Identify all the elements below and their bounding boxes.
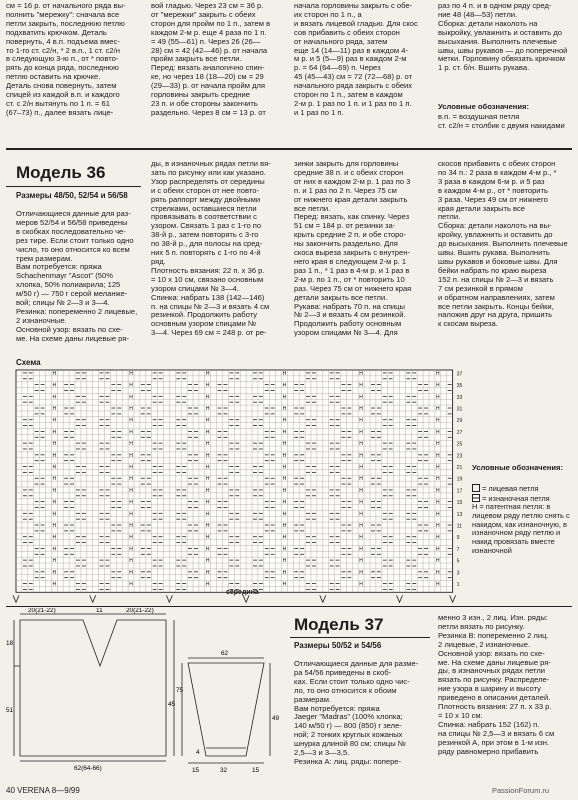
patent-stitch-mark: H bbox=[205, 487, 210, 494]
patent-stitch-mark: H bbox=[436, 476, 440, 483]
patent-stitch-mark: H bbox=[52, 394, 57, 401]
patent-stitch-mark: H bbox=[129, 487, 133, 494]
patent-stitch-mark: H bbox=[436, 417, 440, 424]
chart-title: Схема bbox=[16, 358, 41, 367]
patent-stitch-mark: H bbox=[52, 511, 57, 518]
model-36-column-2: ды, в изнаночных рядах петли вя- зать по рисунку или как указано. Узор распределять от середины и с обеих сторон от нее повто- рять раппорт между двойными стрелками, оставшиеся петли провязывать в соответствии с узором. Связать 1 раз с 1-го по 38-й р., затем повторять с 3-го по 38-й р., для полосы на сред- них 5 п. повторять с 1-го по 4-й ряд. Плотность вязания: 22 п. х 36 р. = 10 х 10 см, связано основным узором спицами № 3—4. Спинка: набрать 138 (142—146) п. на спицы № 2—3 и вязать 4 см резинкой. Продолжить работу основным узором спицами № 3—4. Через 69 см = 248 р. от ре- bbox=[151, 159, 271, 338]
patent-stitch-mark: H bbox=[205, 405, 210, 412]
top-column-4: раз по 4 п. и в одном ряду сред- ние 48 (48—53) петли. Сборка: детали наколоть на выкройку, увлажнить и оставить до высыхания. Выполнить плечевые швы, швы рукавов — до поперечной метки. Горловину обвязать крючком 1 р. ст. б/н. Вшить рукава. bbox=[438, 1, 568, 73]
chart-legend-purl: = изнаночная петля bbox=[482, 494, 550, 503]
patent-stitch-mark: H bbox=[436, 534, 440, 541]
chart-row-number: 31 bbox=[456, 406, 463, 413]
patent-stitch-mark: H bbox=[282, 581, 287, 588]
patent-stitch-mark: H bbox=[359, 464, 363, 471]
sleeve-left-height: 45 bbox=[168, 701, 176, 708]
repeat-arrow bbox=[243, 595, 249, 602]
patent-stitch-mark: H bbox=[359, 405, 363, 412]
patent-stitch-mark: H bbox=[359, 452, 363, 459]
patent-stitch-mark: H bbox=[359, 511, 363, 518]
patent-stitch-mark: H bbox=[52, 452, 57, 459]
page-footer: 40 VERENA 8—9/99 bbox=[6, 786, 80, 795]
patent-stitch-mark: H bbox=[436, 511, 440, 518]
chart-row-number: 29 bbox=[456, 418, 463, 425]
patent-stitch-mark: H bbox=[129, 370, 133, 377]
patent-stitch-mark: H bbox=[205, 452, 210, 459]
patent-stitch-mark: H bbox=[359, 382, 363, 389]
sleeve-right-height: 49 bbox=[272, 715, 280, 722]
chart-row-number: 21 bbox=[456, 464, 463, 471]
model-36-title-rule bbox=[6, 186, 141, 187]
patent-stitch-mark: H bbox=[282, 487, 287, 494]
sleeve-cuff-height: 4 bbox=[196, 749, 200, 756]
patent-stitch-mark: H bbox=[359, 394, 363, 401]
patent-stitch-mark: H bbox=[205, 522, 210, 529]
patent-stitch-mark: H bbox=[205, 464, 210, 471]
chart-row-number: 7 bbox=[456, 546, 460, 553]
chart-legend-title: Условные обозначения: bbox=[472, 463, 564, 472]
chart-legend-knit-row bbox=[472, 484, 539, 493]
patent-stitch-mark: H bbox=[282, 405, 287, 412]
chart-row-number: 19 bbox=[456, 476, 463, 483]
patent-stitch-mark: H bbox=[436, 581, 440, 588]
patent-stitch-mark: H bbox=[359, 370, 363, 377]
patent-stitch-mark: H bbox=[52, 487, 57, 494]
dim-top-middle: 11 bbox=[96, 608, 103, 614]
patent-stitch-mark: H bbox=[129, 452, 133, 459]
patent-stitch-mark: H bbox=[129, 534, 133, 541]
patent-stitch-mark: H bbox=[359, 487, 363, 494]
chart-legend-patent: H = патентная петля: в лицевом ряду петлю снять с накидом, как изнаночную, в изнаночном ряду петлю и накид провязать вместе изнаночной bbox=[472, 502, 570, 555]
patent-stitch-mark: H bbox=[436, 429, 440, 436]
patent-stitch-mark: H bbox=[282, 452, 287, 459]
patent-stitch-mark: H bbox=[52, 441, 57, 448]
top-legend-title: Условные обозначения: bbox=[438, 102, 530, 111]
patent-stitch-mark: H bbox=[282, 546, 287, 553]
patent-stitch-mark: H bbox=[205, 511, 210, 518]
patent-stitch-mark: H bbox=[205, 581, 210, 588]
patent-stitch-mark: H bbox=[205, 534, 210, 541]
model-37-column-2: менно 3 изн., 2 лиц. Изн. ряды: петли вязать по рисунку. Резинка В: попеременно 2 лиц. 2 лицевые, 2 изнаночные. Основной узор: вязать по схе- ме. На схеме даны лицевые ря- ды, в изнаночных рядах петли вязать по рисунку. Распределе- ние узора в ширину и высоту приведено в описании деталей. Плотность вязания: 27 п. х 33 р. = 10 х 10 см. Спинка: набрать 152 (162) п. на спицы № 2,5—3 и вязать 6 см резинкой А, при этом в 1-м изн. ряду равномерно прибавить bbox=[438, 613, 555, 756]
patent-stitch-mark: H bbox=[129, 441, 133, 448]
chart-row-number: 9 bbox=[456, 535, 460, 542]
patent-stitch-mark: H bbox=[205, 499, 210, 506]
chart-row-number: 3 bbox=[456, 570, 460, 577]
patent-stitch-mark: H bbox=[282, 522, 287, 529]
dim-bottom-width: 62(64-66) bbox=[74, 765, 102, 772]
patent-stitch-mark: H bbox=[52, 534, 57, 541]
repeat-arrow bbox=[166, 595, 172, 602]
patent-stitch-mark: H bbox=[359, 429, 363, 436]
patent-stitch-mark: H bbox=[282, 511, 287, 518]
patent-stitch-mark: H bbox=[52, 476, 57, 483]
chart-legend-knit: = лицевая петля bbox=[482, 484, 539, 493]
chart-row-number: 11 bbox=[456, 523, 462, 530]
repeat-arrow bbox=[320, 595, 326, 602]
patent-stitch-mark: H bbox=[436, 452, 440, 459]
model-36-column-1: Отличающиеся данные для раз- меров 52/54 и 56/58 приведены в скобках последовательно че- рез тире. Если стоит только одно число, то оно относится ко всем трем размерам. Вам потребуется: пряжа Schachenmayr "Ascot" (50% хлопка, 50% полиакрила; 125 м/50 г) — 750 г серой меланже- вой; спицы № 2—3 и 3—4. Резинка: попеременно 2 лицевые, 2 изнаночные. Основной узор: вязать по схе- ме. На схеме даны лицевые ря- bbox=[16, 209, 138, 343]
chart-row-number: 25 bbox=[456, 441, 463, 448]
patent-stitch-mark: H bbox=[52, 405, 57, 412]
chart-row-number: 33 bbox=[456, 394, 463, 401]
patent-stitch-mark: H bbox=[359, 558, 363, 565]
patent-stitch-mark: H bbox=[436, 382, 440, 389]
patent-stitch-mark: H bbox=[129, 499, 133, 506]
top-legend-2: ст. с2/н = столбик с двумя накидами bbox=[438, 121, 565, 130]
repeat-arrow bbox=[450, 595, 456, 602]
patent-stitch-mark: H bbox=[129, 569, 133, 576]
patent-stitch-mark: H bbox=[52, 429, 57, 436]
divider-middle bbox=[6, 606, 572, 607]
sleeve-bottom-left: 15 bbox=[192, 767, 200, 774]
patent-stitch-mark: H bbox=[205, 558, 210, 565]
chart-row-number: 17 bbox=[456, 488, 463, 495]
patent-stitch-mark: H bbox=[52, 382, 57, 389]
patent-stitch-mark: H bbox=[129, 405, 133, 412]
top-column-3: начала горловины закрыть с обе- их сторон по 1 п., а и вязать лицевой гладью. Для скос сов прибавить с обеих сторон от начального ряда, затем еще 14 (14—11) раз в каждом 4- м р. и 5 (5—9) раз в каждом 2-м р. = 64 (64—69) п. Через 45 (45—43) см = 72 (72—68) р. от начального ряда закрыть с обеих сторон по 1 п., затем в каждом 2-м р. 1 раз по 1 п. и 1 раз по 1 п. и 1 раз по 1 п. bbox=[294, 1, 418, 117]
patent-stitch-mark: H bbox=[52, 522, 57, 529]
sleeve-top-width: 62 bbox=[221, 650, 229, 657]
chart-middle-label: середина bbox=[226, 589, 259, 596]
patent-stitch-mark: H bbox=[282, 370, 287, 377]
patent-stitch-mark: H bbox=[205, 394, 210, 401]
patent-stitch-mark: H bbox=[282, 429, 287, 436]
sleeve-bottom-middle: 32 bbox=[220, 767, 228, 774]
patent-stitch-mark: H bbox=[129, 511, 133, 518]
patent-stitch-mark: H bbox=[436, 394, 440, 401]
chart-row-number: 27 bbox=[456, 429, 463, 436]
patent-stitch-mark: H bbox=[129, 394, 133, 401]
patent-stitch-mark: H bbox=[282, 382, 287, 389]
patent-stitch-mark: H bbox=[359, 476, 363, 483]
model-36-column-3: зинки закрыть для горловины средние 38 п. и с обеих сторон от них в каждом 2-м р. 1 раз по 3 п. и 1 раз по 2 п. Через 75 см от нижнего края детали закрыть все петли. Перед: вязать, как спинку. Через 51 см = 184 р. от резинки за- крыть средние 2 п. и обе сторо- ны закончить раздельно. Для скоса выреза закрыть с внутрен- него края в следующем 2-м р. 1 раз 1 п., * 1 раз в 4-м р. и 1 раз в 2-м р. по 1 п., от * повторить 10 раз. Через 75 см от нижнего края детали закрыть все петли. Рукава: набрать 70 п. на спицы № 2—3 и вязать 4 см резинкой. Продолжить работу основным узором спицами № 3—4. Для bbox=[294, 159, 412, 338]
patent-stitch-mark: H bbox=[129, 558, 133, 565]
dim-top-right: 20(21-22) bbox=[126, 608, 154, 614]
patent-stitch-mark: H bbox=[205, 370, 210, 377]
chart-row-number: 5 bbox=[456, 558, 460, 565]
knit-stitch-icon bbox=[472, 484, 480, 492]
patent-stitch-mark: H bbox=[436, 499, 440, 506]
patent-stitch-mark: H bbox=[205, 417, 210, 424]
dim-left-neck: 18 bbox=[6, 640, 14, 647]
patent-stitch-mark: H bbox=[436, 569, 440, 576]
patent-stitch-mark: H bbox=[282, 558, 287, 565]
divider-top bbox=[6, 148, 572, 150]
patent-stitch-mark: H bbox=[436, 464, 440, 471]
patent-stitch-mark: H bbox=[359, 417, 363, 424]
repeat-arrow bbox=[397, 595, 403, 602]
patent-stitch-mark: H bbox=[52, 464, 57, 471]
patent-stitch-mark: H bbox=[359, 569, 363, 576]
patent-stitch-mark: H bbox=[359, 522, 363, 529]
patent-stitch-mark: H bbox=[282, 417, 287, 424]
dim-left-body: 51 bbox=[6, 707, 14, 714]
model-37-title: Модель 37 bbox=[294, 615, 384, 634]
patent-stitch-mark: H bbox=[129, 476, 133, 483]
patent-stitch-mark: H bbox=[129, 417, 133, 424]
patent-stitch-mark: H bbox=[436, 558, 440, 565]
patent-stitch-mark: H bbox=[205, 476, 210, 483]
chart-row-number: 37 bbox=[456, 371, 463, 378]
patent-stitch-mark: H bbox=[359, 534, 363, 541]
patent-stitch-mark: H bbox=[205, 569, 210, 576]
patent-stitch-mark: H bbox=[282, 441, 287, 448]
patent-stitch-mark: H bbox=[52, 370, 57, 377]
patent-stitch-mark: H bbox=[436, 441, 440, 448]
patent-stitch-mark: H bbox=[282, 464, 287, 471]
chart-row-number: 15 bbox=[456, 500, 463, 507]
pattern-diagrams bbox=[6, 608, 291, 778]
model-37-sizes: Размеры 50/52 и 54/56 bbox=[294, 641, 382, 650]
patent-stitch-mark: H bbox=[129, 522, 133, 529]
purl-stitch-icon bbox=[472, 494, 480, 502]
patent-stitch-mark: H bbox=[282, 394, 287, 401]
patent-stitch-mark: H bbox=[359, 546, 363, 553]
model-36-sizes: Размеры 48/50, 52/54 и 56/58 bbox=[16, 191, 128, 200]
model-36-column-4: скосов прибавить с обеих сторон по 34 п.: 2 раза в каждом 4-м р., * 3 раза в каждом 6-м р. и 5 раз в каждом 4-м р., от * повторить 3 раза. Через 49 см от нижнего края детали закрыть все петли. Сборка: детали наколоть на вы- кройку, увлажнить и оставить до до высыхания. Выполнить плечевые швы. Вшить рукава. Выполнить швы рукавов и боковые швы. Для бейки набрать по краю выреза 152 п. на спицы № 2—3 и вязать 7 см резинкой в прямом и обратном направлениях, затем все петли закрыть. Концы бейки, наложив друг на друга, пришить к скосам выреза. bbox=[438, 159, 568, 329]
patent-stitch-mark: H bbox=[205, 429, 210, 436]
repeat-arrow bbox=[90, 595, 96, 602]
sleeve-bottom-right: 15 bbox=[252, 767, 260, 774]
top-column-2: вой гладью. Через 23 см = 36 р. от "мережки" закрыть с обеих сторон для пройм по 1 п., затем в каждом 2-м р. еще 4 раза по 1 п. = 49 (55—61) п. Через 26 (26— 28) см = 42 (42—46) р. от начала пройм закрыть все петли. Перед: вязать аналогично спин- ке, но через 18 (18—20) см = 29 (29—33) р. от начала пройм для горловины закрыть средние 23 п. и обе стороны закончить раздельно. Через 8 см = 13 р. от bbox=[151, 1, 271, 117]
patent-stitch-mark: H bbox=[282, 499, 287, 506]
patent-stitch-mark: H bbox=[282, 534, 287, 541]
patent-stitch-mark: H bbox=[282, 569, 287, 576]
model-36-title: Модель 36 bbox=[16, 163, 106, 182]
patent-stitch-mark: H bbox=[205, 546, 210, 553]
patent-stitch-mark: H bbox=[359, 441, 363, 448]
chart-row-number: 35 bbox=[456, 383, 463, 390]
patent-stitch-mark: H bbox=[436, 405, 440, 412]
patent-stitch-mark: H bbox=[359, 499, 363, 506]
patent-stitch-mark: H bbox=[129, 382, 133, 389]
repeat-arrow bbox=[13, 595, 19, 602]
dim-top-left: 20(21-22) bbox=[28, 608, 56, 614]
dim-right-height: 75 bbox=[176, 687, 184, 694]
patent-stitch-mark: H bbox=[129, 429, 133, 436]
chart-row-number: 23 bbox=[456, 453, 463, 460]
chart-row-number: 1 bbox=[456, 581, 460, 588]
patent-stitch-mark: H bbox=[52, 558, 57, 565]
patent-stitch-mark: H bbox=[52, 546, 57, 553]
patent-stitch-mark: H bbox=[436, 546, 440, 553]
patent-stitch-mark: H bbox=[205, 382, 210, 389]
patent-stitch-mark: H bbox=[436, 522, 440, 529]
patent-stitch-mark: H bbox=[436, 487, 440, 494]
patent-stitch-mark: H bbox=[52, 499, 57, 506]
patent-stitch-mark: H bbox=[129, 546, 133, 553]
model-37-column-1: Отличающиеся данные для разме- ра 54/56 приведены в скоб- ках. Если стоит только одно чис- ло, то оно относится к обоим размерам. Вам потребуется: пряжа Jaeger "Madras" (100% хлопка; 140 м/50 г) — 800 (850) г зеле- ной; 2 тонких круглых кожаных шнурка длиной 80 см; спицы № 2,5—3 и 3—3,5. Резинка А: лиц. ряды: попере- bbox=[294, 659, 419, 766]
watermark: PassionForum.ru bbox=[492, 786, 550, 795]
patent-stitch-mark: H bbox=[52, 569, 57, 576]
patent-stitch-mark: H bbox=[436, 370, 440, 377]
patent-stitch-mark: H bbox=[52, 417, 57, 424]
patent-stitch-mark: H bbox=[282, 476, 287, 483]
patent-stitch-mark: H bbox=[205, 441, 210, 448]
top-legend-1: в.п. = воздушная петля bbox=[438, 112, 520, 121]
patent-stitch-mark: H bbox=[359, 581, 363, 588]
chart-row-number: 13 bbox=[456, 511, 463, 518]
model-37-title-rule bbox=[290, 637, 430, 638]
patent-stitch-mark: H bbox=[129, 464, 133, 471]
patent-stitch-mark: H bbox=[52, 581, 57, 588]
top-column-1: см = 16 р. от начального ряда вы- полнить "мережку": сначала все петли закрыть, последнюю петлю подхватить крючком. Деталь повернуть, 4 в.п. подъема вмес- то 1-го ст. с2/н, * 2 в.п., 1 ст. с2/н в следующую 3-ю п., от * повто- рять до конца ряда, последнюю петлю оставить на крючке. Деталь снова повернуть, затем спицей из каждой в.п. и каждого ст. с 2/н вытянуть по 1 п. = 61 (67–73) п., далее вязать лице- bbox=[6, 1, 126, 117]
patent-stitch-mark: H bbox=[129, 581, 133, 588]
